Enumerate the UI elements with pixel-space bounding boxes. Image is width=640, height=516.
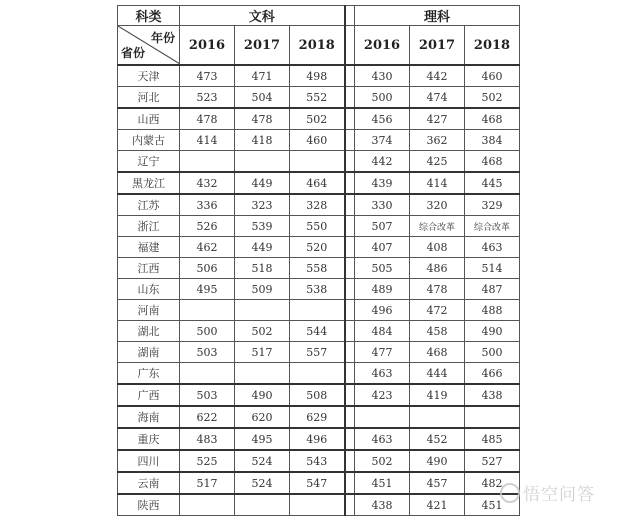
liberal-arts-score-cell: 449: [235, 237, 290, 258]
province-cell: 四川: [118, 450, 180, 472]
science-score-cell: 468: [410, 342, 465, 363]
liberal-arts-score-cell: 478: [180, 108, 235, 130]
liberal-arts-score-cell: 525: [180, 450, 235, 472]
liberal-arts-score-cell: 464: [290, 172, 345, 194]
liberal-arts-score-cell: 518: [235, 258, 290, 279]
table-row: [118, 279, 520, 300]
liberal-arts-score-cell: 526: [180, 216, 235, 237]
watermark-text: 悟空问答: [523, 485, 595, 505]
table-row: [118, 321, 520, 342]
liberal-arts-score-cell: 523: [180, 87, 235, 109]
science-score-cell: 407: [355, 237, 410, 258]
science-score-cell: 472: [410, 300, 465, 321]
table-row: [118, 342, 520, 363]
science-score-cell: 502: [355, 450, 410, 472]
science-score-cell: [355, 406, 410, 428]
science-score-cell: 414: [410, 172, 465, 194]
liberal-arts-score-cell: 478: [235, 108, 290, 130]
science-score-cell: 490: [410, 450, 465, 472]
liberal-arts-score-cell: 490: [235, 384, 290, 406]
science-score-cell: 474: [410, 87, 465, 109]
liberal-arts-score-cell: [235, 151, 290, 173]
science-score-cell: 442: [355, 151, 410, 173]
science-score-cell: 320: [410, 194, 465, 216]
science-score-cell: 419: [410, 384, 465, 406]
column-gap: [345, 472, 355, 494]
diagonal-header-cell: [118, 26, 180, 66]
science-score-cell: 427: [410, 108, 465, 130]
province-cell: 湖北: [118, 321, 180, 342]
liberal-arts-score-cell: [180, 300, 235, 321]
province-cell: 天津: [118, 65, 180, 87]
science-score-cell: 408: [410, 237, 465, 258]
science-score-cell: 451: [465, 494, 520, 516]
science-score-cell: 330: [355, 194, 410, 216]
province-cell: 内蒙古: [118, 130, 180, 151]
watermark: [500, 480, 595, 505]
province-cell: 重庆: [118, 428, 180, 450]
table-row: [118, 428, 520, 450]
science-score-cell: 430: [355, 65, 410, 87]
score-table: [117, 5, 520, 516]
liberal-arts-score-cell: 557: [290, 342, 345, 363]
province-cell: 河南: [118, 300, 180, 321]
column-gap: [345, 194, 355, 216]
column-gap: [345, 363, 355, 385]
science-score-cell: 463: [355, 363, 410, 385]
table-row: [118, 300, 520, 321]
science-score-cell: 484: [355, 321, 410, 342]
science-score-cell: 362: [410, 130, 465, 151]
column-gap: [345, 384, 355, 406]
table-row: [118, 494, 520, 516]
science-score-cell: 444: [410, 363, 465, 385]
liberal-arts-score-cell: 471: [235, 65, 290, 87]
science-score-cell: 507: [355, 216, 410, 237]
science-score-cell: 514: [465, 258, 520, 279]
science-score-cell: 463: [355, 428, 410, 450]
liberal-arts-score-cell: 336: [180, 194, 235, 216]
province-cell: 广西: [118, 384, 180, 406]
column-gap: [345, 130, 355, 151]
science-score-cell: 488: [465, 300, 520, 321]
liberal-arts-score-cell: [235, 494, 290, 516]
liberal-arts-score-cell: [290, 494, 345, 516]
science-header: 理科: [355, 6, 520, 26]
liberal-arts-score-cell: 524: [235, 450, 290, 472]
year-header: 2017: [235, 26, 290, 66]
province-cell: 山西: [118, 108, 180, 130]
table-row: [118, 65, 520, 87]
liberal-arts-score-cell: 462: [180, 237, 235, 258]
science-score-cell: 466: [465, 363, 520, 385]
table-row: [118, 216, 520, 237]
liberal-arts-score-cell: [290, 151, 345, 173]
category-header: 科类: [118, 6, 180, 26]
science-score-cell: 329: [465, 194, 520, 216]
column-gap: [345, 216, 355, 237]
science-score-cell: 456: [355, 108, 410, 130]
liberal-arts-header: 文科: [180, 6, 345, 26]
province-cell: 海南: [118, 406, 180, 428]
science-score-cell: 384: [465, 130, 520, 151]
province-cell: 福建: [118, 237, 180, 258]
liberal-arts-score-cell: 543: [290, 450, 345, 472]
province-cell: 湖南: [118, 342, 180, 363]
science-score-cell: 527: [465, 450, 520, 472]
science-score-cell: 425: [410, 151, 465, 173]
header-row-years: [118, 26, 520, 66]
header-row-category: [118, 6, 520, 26]
liberal-arts-score-cell: 502: [235, 321, 290, 342]
column-gap: [345, 108, 355, 130]
science-score-cell: 445: [465, 172, 520, 194]
liberal-arts-score-cell: 524: [235, 472, 290, 494]
column-gap: [345, 151, 355, 173]
science-score-cell: 综合改革: [465, 216, 520, 237]
liberal-arts-score-cell: 629: [290, 406, 345, 428]
table-row: [118, 450, 520, 472]
science-score-cell: 489: [355, 279, 410, 300]
liberal-arts-score-cell: 328: [290, 194, 345, 216]
liberal-arts-score-cell: 544: [290, 321, 345, 342]
science-score-cell: 478: [410, 279, 465, 300]
liberal-arts-score-cell: 449: [235, 172, 290, 194]
province-cell: 浙江: [118, 216, 180, 237]
science-score-cell: 477: [355, 342, 410, 363]
science-score-cell: 423: [355, 384, 410, 406]
column-gap: [345, 279, 355, 300]
province-cell: 广东: [118, 363, 180, 385]
liberal-arts-score-cell: 539: [235, 216, 290, 237]
science-score-cell: 505: [355, 258, 410, 279]
science-score-cell: 485: [465, 428, 520, 450]
science-score-cell: 451: [355, 472, 410, 494]
table-row: [118, 108, 520, 130]
science-score-cell: 438: [355, 494, 410, 516]
liberal-arts-score-cell: 498: [290, 65, 345, 87]
science-score-cell: 421: [410, 494, 465, 516]
liberal-arts-score-cell: 620: [235, 406, 290, 428]
column-gap: [345, 65, 355, 87]
table-row: [118, 194, 520, 216]
liberal-arts-score-cell: 500: [180, 321, 235, 342]
year-header: 2016: [180, 26, 235, 66]
liberal-arts-score-cell: [235, 300, 290, 321]
science-score-cell: 486: [410, 258, 465, 279]
table-row: [118, 384, 520, 406]
province-cell: 河北: [118, 87, 180, 109]
column-gap: [345, 258, 355, 279]
science-score-cell: 502: [465, 87, 520, 109]
province-cell: 山东: [118, 279, 180, 300]
province-cell: 辽宁: [118, 151, 180, 173]
table-row: [118, 172, 520, 194]
year-header: 2017: [410, 26, 465, 66]
liberal-arts-score-cell: [290, 363, 345, 385]
table-row: [118, 130, 520, 151]
liberal-arts-score-cell: [180, 494, 235, 516]
liberal-arts-score-cell: 502: [290, 108, 345, 130]
science-score-cell: 500: [355, 87, 410, 109]
column-gap: [345, 428, 355, 450]
liberal-arts-score-cell: 538: [290, 279, 345, 300]
liberal-arts-score-cell: 517: [235, 342, 290, 363]
science-score-cell: [465, 406, 520, 428]
province-cell: 江苏: [118, 194, 180, 216]
liberal-arts-score-cell: 496: [290, 428, 345, 450]
column-gap: [345, 6, 355, 26]
table-row: [118, 258, 520, 279]
liberal-arts-score-cell: 495: [180, 279, 235, 300]
liberal-arts-score-cell: 550: [290, 216, 345, 237]
liberal-arts-score-cell: 547: [290, 472, 345, 494]
science-score-cell: 374: [355, 130, 410, 151]
liberal-arts-score-cell: [290, 300, 345, 321]
liberal-arts-score-cell: 508: [290, 384, 345, 406]
province-cell: 陕西: [118, 494, 180, 516]
liberal-arts-score-cell: 509: [235, 279, 290, 300]
table-row: [118, 406, 520, 428]
science-score-cell: 500: [465, 342, 520, 363]
liberal-arts-score-cell: [180, 363, 235, 385]
column-gap: [345, 450, 355, 472]
liberal-arts-score-cell: 504: [235, 87, 290, 109]
province-label: 省份: [121, 46, 146, 60]
science-score-cell: 438: [465, 384, 520, 406]
table-row: [118, 472, 520, 494]
column-gap: [345, 26, 355, 66]
year-header: 2018: [290, 26, 345, 66]
liberal-arts-score-cell: 495: [235, 428, 290, 450]
science-score-cell: 490: [465, 321, 520, 342]
column-gap: [345, 300, 355, 321]
science-score-cell: 442: [410, 65, 465, 87]
liberal-arts-score-cell: 552: [290, 87, 345, 109]
liberal-arts-score-cell: 432: [180, 172, 235, 194]
science-score-cell: 457: [410, 472, 465, 494]
column-gap: [345, 342, 355, 363]
science-score-cell: 487: [465, 279, 520, 300]
science-score-cell: 496: [355, 300, 410, 321]
liberal-arts-score-cell: 418: [235, 130, 290, 151]
science-score-cell: 463: [465, 237, 520, 258]
liberal-arts-score-cell: 622: [180, 406, 235, 428]
liberal-arts-score-cell: 558: [290, 258, 345, 279]
column-gap: [345, 172, 355, 194]
science-score-cell: 460: [465, 65, 520, 87]
year-label: 年份: [150, 31, 175, 45]
science-score-cell: 458: [410, 321, 465, 342]
liberal-arts-score-cell: 520: [290, 237, 345, 258]
column-gap: [345, 494, 355, 516]
science-score-cell: [410, 406, 465, 428]
liberal-arts-score-cell: 323: [235, 194, 290, 216]
liberal-arts-score-cell: 473: [180, 65, 235, 87]
science-score-cell: 452: [410, 428, 465, 450]
province-cell: 江西: [118, 258, 180, 279]
science-score-cell: 482: [465, 472, 520, 494]
science-score-cell: 468: [465, 151, 520, 173]
science-score-cell: 468: [465, 108, 520, 130]
province-cell: 黑龙江: [118, 172, 180, 194]
liberal-arts-score-cell: [180, 151, 235, 173]
liberal-arts-score-cell: 503: [180, 342, 235, 363]
year-header: 2016: [355, 26, 410, 66]
liberal-arts-score-cell: [235, 363, 290, 385]
watermark-logo-icon: [500, 483, 520, 503]
year-header: 2018: [465, 26, 520, 66]
column-gap: [345, 321, 355, 342]
column-gap: [345, 87, 355, 109]
table-row: [118, 151, 520, 173]
liberal-arts-score-cell: 414: [180, 130, 235, 151]
column-gap: [345, 237, 355, 258]
table-row: [118, 363, 520, 385]
table-row: [118, 237, 520, 258]
liberal-arts-score-cell: 503: [180, 384, 235, 406]
science-score-cell: 综合改革: [410, 216, 465, 237]
science-score-cell: 439: [355, 172, 410, 194]
liberal-arts-score-cell: 483: [180, 428, 235, 450]
liberal-arts-score-cell: 517: [180, 472, 235, 494]
liberal-arts-score-cell: 460: [290, 130, 345, 151]
province-cell: 云南: [118, 472, 180, 494]
column-gap: [345, 406, 355, 428]
liberal-arts-score-cell: 506: [180, 258, 235, 279]
table-row: [118, 87, 520, 109]
